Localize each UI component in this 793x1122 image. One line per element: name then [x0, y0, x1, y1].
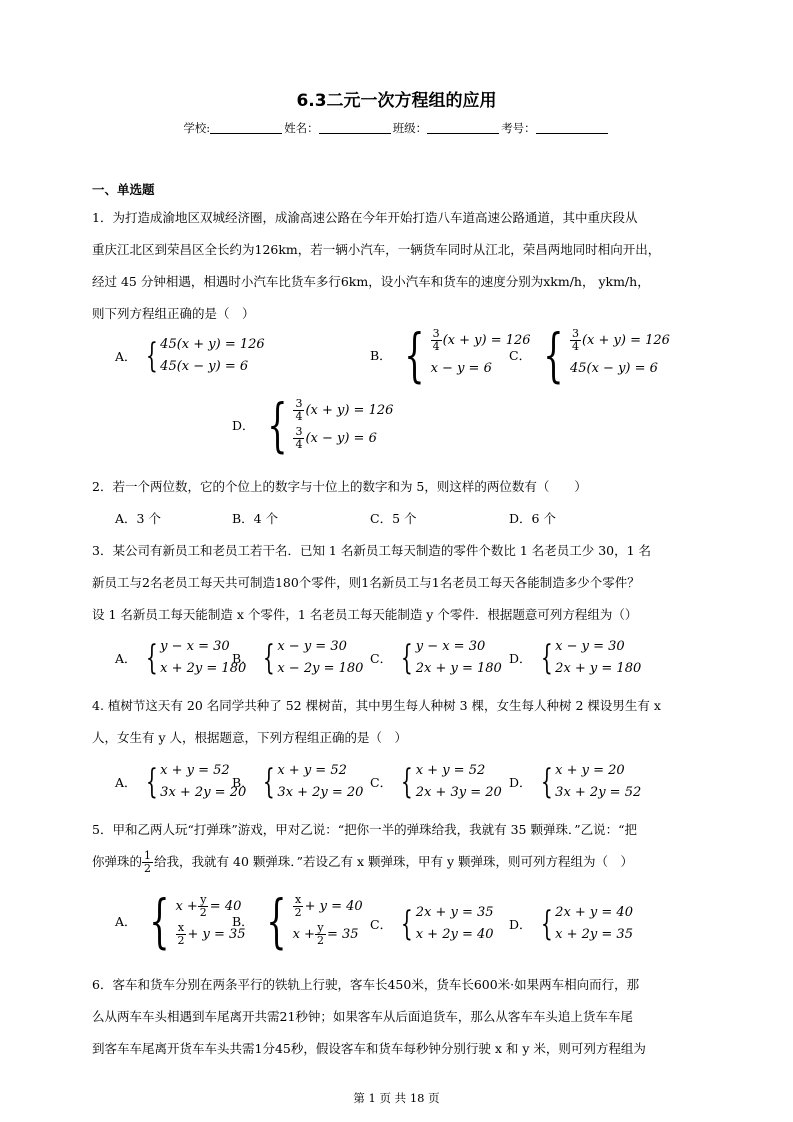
- text: 你弹珠的: [92, 854, 143, 869]
- q3-option-c[interactable]: [370, 636, 502, 680]
- fraction-numerator: y: [317, 921, 324, 934]
- q3-option-d[interactable]: [509, 636, 641, 680]
- text: x +: [175, 899, 198, 914]
- fraction-denominator: 2: [199, 906, 207, 919]
- question-3: [92, 535, 706, 631]
- fraction-numerator: y: [200, 893, 207, 906]
- question-line: 5．甲和乙两人玩“打弹珠”游戏，甲对乙说：“把你一半的弹珠给我，我就有 35 颗弹珠．”乙说：“把: [92, 822, 638, 837]
- q4-option-d[interactable]: [509, 760, 641, 804]
- question-line: 人，女生有 y 人，根据题意，下列方程组正确的是（ ）: [92, 730, 408, 745]
- option-label: D．: [509, 917, 532, 932]
- brace-icon: {: [540, 638, 553, 678]
- fraction-denominator: 2: [177, 934, 185, 947]
- q1-option-b[interactable]: [370, 321, 531, 389]
- option-label: C．: [370, 651, 393, 666]
- q1-option-d[interactable]: [232, 391, 394, 459]
- option-label: D．: [232, 418, 255, 433]
- q5-option-a[interactable]: [115, 887, 246, 955]
- brace-icon: {: [266, 391, 288, 459]
- equation: x + 2y = 40: [415, 927, 494, 942]
- class-label: 班级：: [392, 121, 428, 135]
- question-line: 新员工与2名老员工每天共可制造180个零件，则1名新员工与1名老员工每天各能制造多少个零件？: [92, 575, 640, 590]
- student-info: [0, 120, 793, 136]
- question-line: [92, 846, 706, 878]
- question-1: [92, 202, 706, 330]
- brace-icon: {: [540, 904, 553, 944]
- fraction-denominator: 2: [144, 862, 152, 875]
- equation: 2x + y = 40: [555, 905, 633, 920]
- question-line: 么从两车车头相遇到车尾离开共需21秒钟；如果客车从后面追货车，那么从客车车头追上货车车尾: [92, 1009, 633, 1024]
- question-line: 经过 45 分钟相遇，相遇时小汽车比货车多行6km，设小汽车和货车的速度分别为xkm/h， ykm/h，: [92, 274, 650, 289]
- text: 给我，我就有 40 颗弹珠．”若设乙有 x 颗弹珠，甲有 y 颗弹珠，则可列方程组为（ ）: [154, 854, 634, 869]
- equation: x − y = 6: [430, 361, 492, 376]
- option-label: C．: [370, 917, 393, 932]
- fraction-denominator: 4: [295, 438, 303, 451]
- question-line: 则下列方程组正确的是（ ）: [92, 306, 255, 321]
- question-line: 到客车车尾离开货车车头共需1分45秒，假设客车和货车每秒钟分别行驶 x 和 y 米，则可列方程组为: [92, 1041, 646, 1056]
- fraction-numerator: 1: [144, 849, 152, 862]
- option-label: B．: [232, 914, 254, 929]
- fraction-numerator: x: [177, 921, 185, 934]
- equation: x − 2y = 180: [277, 661, 364, 676]
- q5-option-b[interactable]: [232, 887, 363, 955]
- q5-option-c[interactable]: [370, 902, 494, 946]
- text: = 35: [326, 927, 359, 942]
- option-label: D．: [509, 775, 532, 790]
- equation: x − y = 30: [277, 639, 347, 654]
- q4-option-a[interactable]: [115, 760, 246, 804]
- name-label: 姓名：: [284, 121, 319, 135]
- option-label: D．: [509, 651, 532, 666]
- question-4: [92, 690, 706, 754]
- fraction-denominator: 2: [294, 906, 302, 919]
- question-6: [92, 969, 706, 1065]
- fraction-numerator: 3: [571, 327, 579, 340]
- equation: 2x + y = 180: [415, 661, 502, 676]
- equation: (x + y) = 126: [581, 333, 670, 348]
- equation: 3x + 2y = 20: [160, 785, 247, 800]
- q1-option-c[interactable]: [509, 321, 670, 389]
- text: = 40: [209, 899, 242, 914]
- fraction-numerator: x: [294, 893, 302, 906]
- equation: x + y = 20: [555, 763, 625, 778]
- equation: x − y = 30: [555, 639, 625, 654]
- brace-icon: {: [145, 638, 158, 678]
- text: + y = 40: [304, 899, 363, 914]
- brace-icon: {: [400, 762, 413, 802]
- fraction-denominator: 4: [432, 340, 440, 353]
- equation: 2x + y = 180: [555, 661, 642, 676]
- fraction-numerator: 3: [295, 397, 303, 410]
- q2-option-b[interactable]: B．4 个: [232, 511, 279, 526]
- name-field[interactable]: [319, 121, 391, 134]
- section-heading: 一、单选题: [92, 182, 155, 197]
- fraction-denominator: 2: [316, 934, 324, 947]
- brace-icon: {: [262, 762, 275, 802]
- equation: 3x + 2y = 20: [277, 785, 364, 800]
- equation: x + 2y = 180: [160, 661, 247, 676]
- class-field[interactable]: [427, 121, 499, 134]
- question-line: 设 1 名新员工每天能制造 x 个零件，1 名老员工每天能制造 y 个零件．根据题意可列方程组为（）: [92, 607, 638, 622]
- equation: (x − y) = 6: [305, 431, 377, 446]
- q4-option-b[interactable]: [232, 760, 363, 804]
- brace-icon: {: [265, 887, 287, 955]
- option-label: B．: [232, 775, 254, 790]
- option-label: A．: [115, 349, 137, 364]
- brace-icon: {: [145, 336, 158, 376]
- brace-icon: {: [148, 887, 170, 955]
- question-5: [92, 814, 706, 878]
- option-label: B．: [370, 348, 392, 363]
- page-footer: 第 1 页 共 18 页: [353, 1091, 440, 1105]
- equation: x + 2y = 35: [555, 927, 633, 942]
- equation: y − x = 30: [415, 639, 486, 654]
- equation: 45(x − y) = 6: [569, 361, 658, 376]
- equation: (x + y) = 126: [305, 403, 394, 418]
- question-line: 4. 植树节这天有 20 名同学共种了 52 棵树苗，其中男生每人种树 3 棵，女生每人种树 2 棵设男生有 x: [92, 698, 661, 713]
- option-label: C．: [370, 775, 393, 790]
- equation: x + y = 52: [415, 763, 486, 778]
- brace-icon: {: [262, 638, 275, 678]
- q1-option-a[interactable]: [115, 334, 265, 378]
- fraction-denominator: 4: [571, 340, 579, 353]
- option-label: B．: [232, 651, 254, 666]
- question-line: 1．为打造成渝地区双城经济圈，成渝高速公路在今年开始打造八车道高速公路通道，其中重庆段从: [92, 210, 638, 225]
- option-label: A．: [115, 914, 137, 929]
- fraction-numerator: 3: [295, 425, 303, 438]
- equation: 2x + y = 35: [415, 905, 494, 920]
- q2-option-c[interactable]: C．5 个: [370, 511, 417, 526]
- equation: y − x = 30: [160, 639, 230, 654]
- number-field[interactable]: [536, 121, 608, 134]
- question-2: 2．若一个两位数，它的个位上的数字与十位上的数字和为 5，则这样的两位数有（ ）: [92, 479, 587, 494]
- q2-option-d[interactable]: D．6 个: [509, 511, 556, 526]
- equation: 3x + 2y = 52: [555, 785, 642, 800]
- text: x +: [292, 927, 315, 942]
- q3-option-a[interactable]: [115, 636, 246, 680]
- brace-icon: {: [400, 904, 413, 944]
- school-label: 学校:: [183, 121, 211, 135]
- q5-option-d[interactable]: [509, 902, 633, 946]
- option-label: A．: [115, 775, 137, 790]
- question-line: 重庆江北区到荣昌区全长约为126km，若一辆小汽车，一辆货车同时从江北，荣昌两地同时相向开出，: [92, 242, 661, 257]
- option-label: A．: [115, 651, 137, 666]
- equation: x + y = 52: [277, 763, 347, 778]
- brace-icon: {: [403, 321, 425, 389]
- number-label: 考号：: [501, 121, 536, 135]
- equation: (x + y) = 126: [442, 333, 531, 348]
- brace-icon: {: [540, 762, 553, 802]
- fraction-denominator: 4: [295, 410, 303, 423]
- equation: 2x + 3y = 20: [415, 785, 502, 800]
- equation: 45(x + y) = 126: [160, 337, 265, 352]
- option-label: C．: [509, 348, 532, 363]
- page-title: 6.3二元一次方程组的应用: [296, 91, 497, 111]
- q4-option-c[interactable]: [370, 760, 502, 804]
- question-line: 6．客车和货车分别在两条平行的铁轨上行驶，客车长450米，货车长600米·如果两车相向而行，那: [92, 977, 640, 992]
- school-field[interactable]: [210, 121, 282, 134]
- equation: x + y = 52: [160, 763, 230, 778]
- equation: 45(x − y) = 6: [160, 359, 249, 374]
- fraction-numerator: 3: [432, 327, 440, 340]
- brace-icon: {: [145, 762, 158, 802]
- q3-option-b[interactable]: [232, 636, 363, 680]
- brace-icon: {: [543, 321, 564, 389]
- question-line: 3．某公司有新员工和老员工若干名．已知 1 名新员工每天制造的零件个数比 1 名老员工少 30，1 名: [92, 543, 652, 558]
- text: + y = 35: [187, 927, 246, 942]
- q2-option-a[interactable]: A．3 个: [115, 511, 161, 526]
- brace-icon: {: [400, 638, 413, 678]
